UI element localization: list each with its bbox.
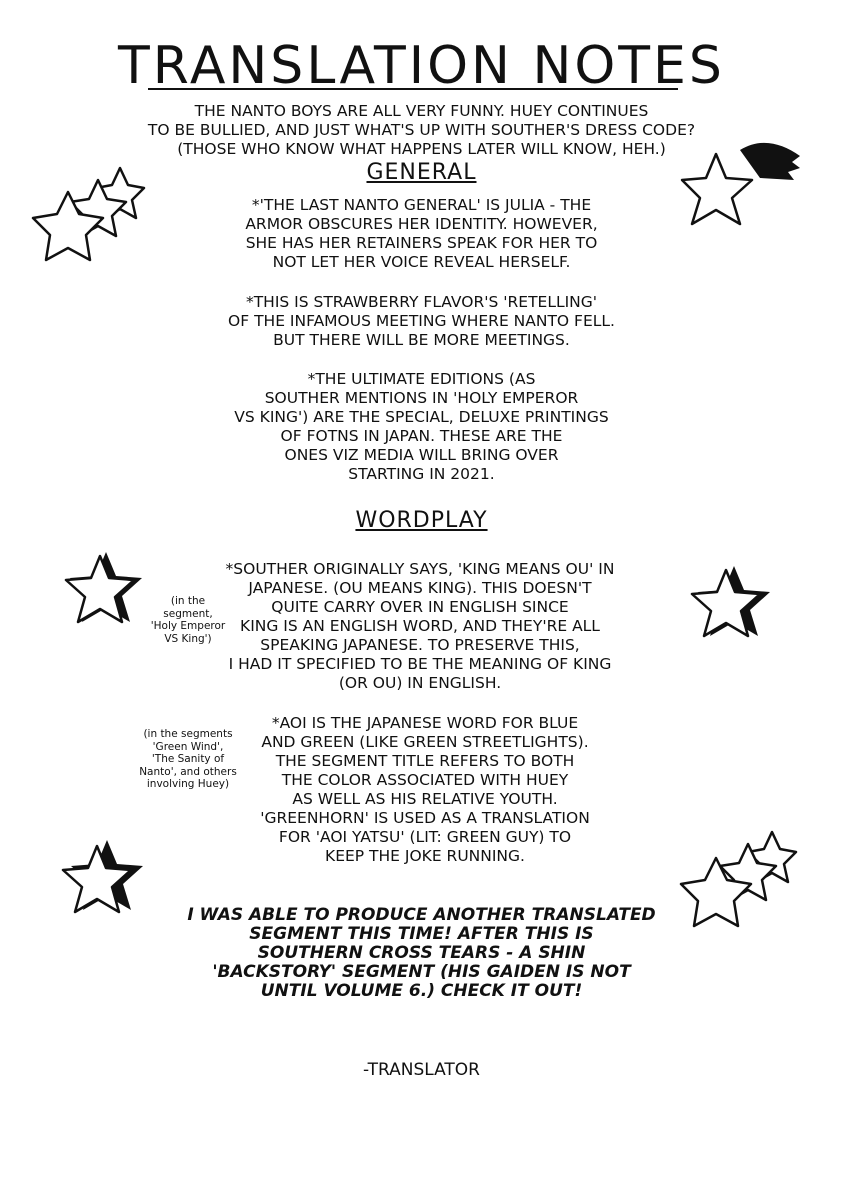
note-line: *SOUTHER ORIGINALLY SAYS, 'KING MEANS OU' IN	[225, 560, 615, 578]
closing-line: I WAS ABLE TO PRODUCE ANOTHER TRANSLATED	[187, 905, 656, 925]
note-line: SPEAKING JAPANESE. TO PRESERVE THIS,	[260, 636, 580, 654]
star-mid-left-icon	[58, 548, 148, 638]
note-line: JAPANESE. (OU MEANS KING). THIS DOESN'T	[248, 579, 592, 597]
closing-line: SEGMENT THIS TIME! AFTER THIS IS	[249, 924, 594, 944]
wordplay-note-2	[240, 714, 610, 866]
side-note-line: (in the	[170, 595, 206, 607]
side-note-line: 'Green Wind',	[152, 740, 224, 753]
side-note-line: (in the segments	[143, 728, 233, 740]
note-line: THE COLOR ASSOCIATED WITH HUEY	[281, 771, 569, 789]
note-line: (OR OU) IN ENGLISH.	[338, 674, 502, 692]
intro-line: TO BE BULLIED, AND JUST WHAT'S UP WITH SOUTHER'S DRESS CODE?	[147, 121, 696, 139]
star-comet-top-right-icon	[680, 138, 805, 238]
side-note-green-wind	[126, 728, 250, 791]
side-note-line: involving Huey)	[146, 778, 230, 790]
star-cluster-top-left-icon	[20, 160, 150, 270]
side-note-line: 'Holy Emperor	[150, 620, 226, 632]
general-heading: GENERAL	[366, 160, 477, 185]
side-note-line: 'The Sanity of	[151, 753, 225, 765]
intro-line: (THOSE WHO KNOW WHAT HAPPENS LATER WILL KNOW, HEH.)	[177, 140, 666, 158]
note-line: *THE ULTIMATE EDITIONS (AS	[307, 370, 536, 388]
closing-line: UNTIL VOLUME 6.) CHECK IT OUT!	[260, 981, 583, 1001]
general-note-3	[0, 370, 843, 484]
note-line: KING IS AN ENGLISH WORD, AND THEY'RE ALL	[240, 617, 600, 635]
note-line: THE SEGMENT TITLE REFERS TO BOTH	[275, 752, 575, 770]
wordplay-note-1	[215, 560, 625, 693]
star-mid-right-icon	[684, 562, 774, 652]
general-note-2	[0, 293, 843, 350]
page-title: TRANSLATION NOTES	[118, 36, 725, 96]
side-note-line: Nanto', and others	[139, 765, 237, 778]
note-line: *AOI IS THE JAPANESE WORD FOR BLUE	[271, 714, 579, 732]
note-line: STARTING IN 2021.	[348, 465, 495, 483]
closing-line: SOUTHERN CROSS TEARS - A SHIN	[257, 943, 586, 963]
note-line: VS KING') ARE THE SPECIAL, DELUXE PRINTINGS	[234, 408, 609, 426]
note-line: I HAD IT SPECIFIED TO BE THE MEANING OF KING	[228, 655, 612, 673]
note-line: ARMOR OBSCURES HER IDENTITY. HOWEVER,	[245, 215, 598, 233]
star-cluster-bottom-right-icon	[672, 828, 802, 938]
note-line: OF THE INFAMOUS MEETING WHERE NANTO FELL.	[228, 312, 615, 330]
note-line: NOT LET HER VOICE REVEAL HERSELF.	[272, 253, 571, 271]
closing-line: 'BACKSTORY' SEGMENT (HIS GAIDEN IS NOT	[212, 962, 631, 982]
translator-signature: -TRANSLATOR	[363, 1060, 480, 1080]
side-note-holy-emperor	[140, 595, 236, 645]
side-note-line: VS King')	[164, 632, 212, 645]
side-note-line: segment,	[163, 607, 213, 620]
note-line: ONES VIZ MEDIA WILL BRING OVER	[284, 446, 559, 464]
intro-line: THE NANTO BOYS ARE ALL VERY FUNNY. HUEY CONTINUES	[194, 102, 649, 120]
note-line: BUT THERE WILL BE MORE MEETINGS.	[273, 331, 570, 349]
note-line: OF FOTNS IN JAPAN. THESE ARE THE	[280, 427, 563, 445]
note-line: *THIS IS STRAWBERRY FLAVOR'S 'RETELLING'	[245, 293, 598, 311]
note-line: SHE HAS HER RETAINERS SPEAK FOR HER TO	[245, 234, 598, 252]
note-line: 'GREENHORN' IS USED AS A TRANSLATION	[260, 809, 590, 827]
note-line: AND GREEN (LIKE GREEN STREETLIGHTS).	[261, 733, 589, 751]
wordplay-heading: WORDPLAY	[355, 508, 488, 533]
note-line: AS WELL AS HIS RELATIVE YOUTH.	[292, 790, 558, 808]
note-line: *'THE LAST NANTO GENERAL' IS JULIA - THE	[251, 196, 592, 214]
note-line: KEEP THE JOKE RUNNING.	[325, 847, 525, 865]
star-bottom-left-icon	[55, 838, 150, 928]
note-line: FOR 'AOI YATSU' (LIT: GREEN GUY) TO	[278, 828, 572, 846]
note-line: QUITE CARRY OVER IN ENGLISH SINCE	[271, 598, 569, 616]
note-line: SOUTHER MENTIONS IN 'HOLY EMPEROR	[264, 389, 579, 407]
title-underline	[148, 88, 678, 90]
